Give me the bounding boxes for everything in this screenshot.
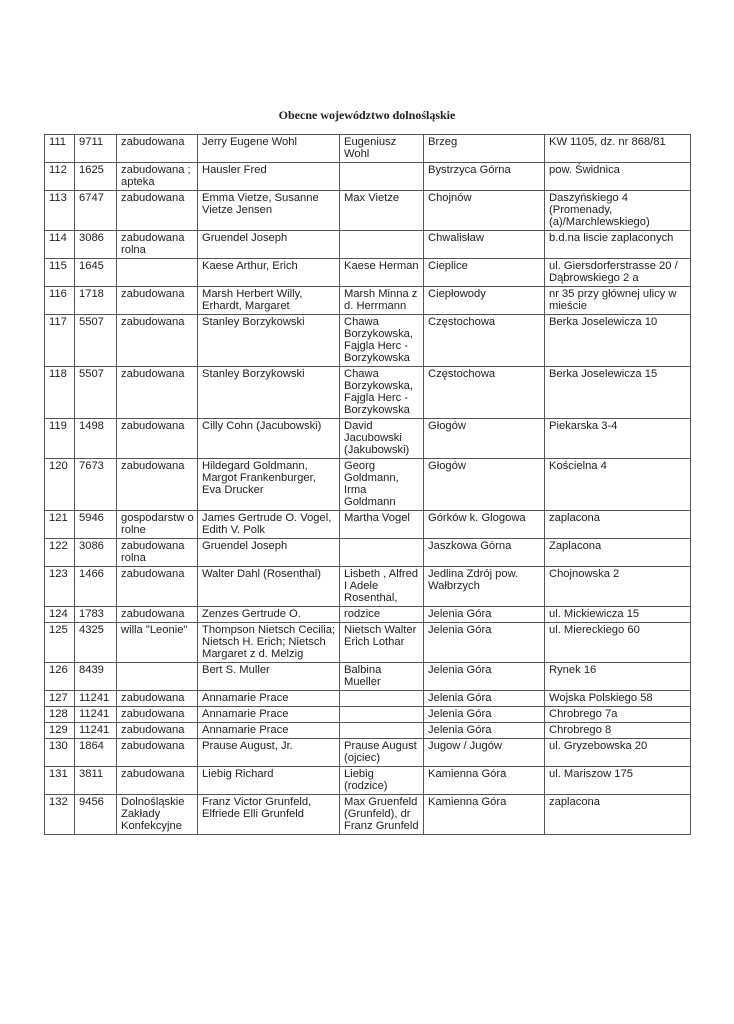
table-row [45, 539, 691, 567]
land-register-number-cell: 1466 [75, 567, 117, 607]
locality-cell: Chwalisław [424, 231, 545, 259]
property-type-cell [117, 663, 198, 691]
row-number-cell: 122 [45, 539, 75, 567]
table-row [45, 191, 691, 231]
owner-names-cell: Thompson Nietsch Cecilia; Nietsch H. Erich; Nietsch Margaret z d. Melzig [198, 623, 340, 663]
table-row [45, 723, 691, 739]
locality-cell: Ciepłowody [424, 287, 545, 315]
owner-names-cell: Franz Victor Grunfeld, Elfriede Elli Grunfeld [198, 795, 340, 835]
land-register-number-cell: 11241 [75, 707, 117, 723]
table-row [45, 607, 691, 623]
table-row [45, 259, 691, 287]
row-number-cell: 126 [45, 663, 75, 691]
table-row [45, 163, 691, 191]
land-register-number-cell: 1783 [75, 607, 117, 623]
property-type-cell: zabudowana [117, 723, 198, 739]
property-type-cell: willa "Leonie" [117, 623, 198, 663]
property-type-cell: zabudowana [117, 607, 198, 623]
land-register-number-cell: 5946 [75, 511, 117, 539]
property-type-cell: zabudowana [117, 191, 198, 231]
locality-cell: Chojnów [424, 191, 545, 231]
heirs-names-cell [340, 231, 424, 259]
address-cell: zaplacona [545, 795, 691, 835]
row-number-cell: 130 [45, 739, 75, 767]
heirs-names-cell: Chawa Borzykowska, Fajgla Herc - Borzykowska [340, 315, 424, 367]
locality-cell: Górków k. Glogowa [424, 511, 545, 539]
land-register-number-cell: 11241 [75, 723, 117, 739]
heirs-names-cell: Marsh Minna z d. Herrmann [340, 287, 424, 315]
land-register-number-cell: 8439 [75, 663, 117, 691]
owner-names-cell: Jerry Eugene Wohl [198, 135, 340, 163]
owner-names-cell: Kaese Arthur, Erich [198, 259, 340, 287]
table-row [45, 419, 691, 459]
table-row [45, 663, 691, 691]
row-number-cell: 123 [45, 567, 75, 607]
table-row [45, 511, 691, 539]
address-cell: zaplacona [545, 511, 691, 539]
heirs-names-cell: Chawa Borzykowska, Fajgla Herc - Borzykowska [340, 367, 424, 419]
property-type-cell [117, 259, 198, 287]
table-row [45, 231, 691, 259]
property-type-cell: zabudowana rolna [117, 539, 198, 567]
owner-names-cell: James Gertrude O. Vogel, Edith V. Polk [198, 511, 340, 539]
property-type-cell: zabudowana [117, 367, 198, 419]
heirs-names-cell: Kaese Herman [340, 259, 424, 287]
address-cell: Chrobrego 7a [545, 707, 691, 723]
land-register-number-cell: 3811 [75, 767, 117, 795]
owner-names-cell: Annamarie Prace [198, 691, 340, 707]
address-cell: ul. Giersdorferstrasse 20 / Dąbrowskiego 2 a [545, 259, 691, 287]
owner-names-cell: Cilly Cohn (Jacubowski) [198, 419, 340, 459]
address-cell: pow. Świdnica [545, 163, 691, 191]
owner-names-cell: Gruendel Joseph [198, 539, 340, 567]
land-register-number-cell: 1864 [75, 739, 117, 767]
locality-cell: Głogów [424, 419, 545, 459]
row-number-cell: 129 [45, 723, 75, 739]
table-row [45, 287, 691, 315]
land-register-number-cell: 9711 [75, 135, 117, 163]
row-number-cell: 113 [45, 191, 75, 231]
locality-cell: Brzeg [424, 135, 545, 163]
property-type-cell: zabudowana [117, 707, 198, 723]
owner-names-cell: Annamarie Prace [198, 707, 340, 723]
row-number-cell: 119 [45, 419, 75, 459]
address-cell: Wojska Polskiego 58 [545, 691, 691, 707]
address-cell: ul. Mickiewicza 15 [545, 607, 691, 623]
locality-cell: Częstochowa [424, 315, 545, 367]
owner-names-cell: Annamarie Prace [198, 723, 340, 739]
land-register-number-cell: 11241 [75, 691, 117, 707]
row-number-cell: 127 [45, 691, 75, 707]
owner-names-cell: Stanley Borzykowski [198, 367, 340, 419]
owner-names-cell: Prause August, Jr. [198, 739, 340, 767]
property-type-cell: Dolnośląskie Zakłady Konfekcyjne [117, 795, 198, 835]
property-type-cell: zabudowana [117, 567, 198, 607]
address-cell: ul. Miereckiego 60 [545, 623, 691, 663]
row-number-cell: 128 [45, 707, 75, 723]
heirs-names-cell [340, 691, 424, 707]
heirs-names-cell [340, 163, 424, 191]
row-number-cell: 115 [45, 259, 75, 287]
locality-cell: Częstochowa [424, 367, 545, 419]
land-register-number-cell: 1645 [75, 259, 117, 287]
heirs-names-cell: Balbina Mueller [340, 663, 424, 691]
address-cell: Daszyńskiego 4 (Promenady, (a)/Marchlewskiego) [545, 191, 691, 231]
locality-cell: Jugow / Jugów [424, 739, 545, 767]
heirs-names-cell: Max Gruenfeld (Grunfeld), dr Franz Grunfeld [340, 795, 424, 835]
owner-names-cell: Hildegard Goldmann, Margot Frankenburger, Eva Drucker [198, 459, 340, 511]
property-type-cell: zabudowana [117, 739, 198, 767]
table-row [45, 623, 691, 663]
table-row [45, 795, 691, 835]
land-register-number-cell: 3086 [75, 231, 117, 259]
property-type-cell: zabudowana [117, 459, 198, 511]
row-number-cell: 118 [45, 367, 75, 419]
locality-cell: Jelenia Góra [424, 723, 545, 739]
land-register-number-cell: 5507 [75, 367, 117, 419]
heirs-names-cell [340, 707, 424, 723]
locality-cell: Bystrzyca Górna [424, 163, 545, 191]
heirs-names-cell: Georg Goldmann, Irma Goldmann [340, 459, 424, 511]
owner-names-cell: Gruendel Joseph [198, 231, 340, 259]
table-row [45, 691, 691, 707]
owner-names-cell: Walter Dahl (Rosenthal) [198, 567, 340, 607]
table-row [45, 135, 691, 163]
locality-cell: Jelenia Góra [424, 663, 545, 691]
row-number-cell: 112 [45, 163, 75, 191]
address-cell: KW 1105, dz. nr 868/81 [545, 135, 691, 163]
table-row [45, 367, 691, 419]
land-register-number-cell: 5507 [75, 315, 117, 367]
heirs-names-cell: Prause August (ojciec) [340, 739, 424, 767]
row-number-cell: 117 [45, 315, 75, 367]
row-number-cell: 131 [45, 767, 75, 795]
locality-cell: Jelenia Góra [424, 607, 545, 623]
land-register-number-cell: 1718 [75, 287, 117, 315]
address-cell: Kościelna 4 [545, 459, 691, 511]
owner-names-cell: Bert S. Muller [198, 663, 340, 691]
property-type-cell: zabudowana [117, 691, 198, 707]
heirs-names-cell: Nietsch Walter Erich Lothar [340, 623, 424, 663]
row-number-cell: 111 [45, 135, 75, 163]
property-type-cell: zabudowana [117, 287, 198, 315]
owner-names-cell: Zenzes Gertrude O. [198, 607, 340, 623]
land-register-number-cell: 7673 [75, 459, 117, 511]
owner-names-cell: Emma Vietze, Susanne Vietze Jensen [198, 191, 340, 231]
heirs-names-cell: Liebig (rodzice) [340, 767, 424, 795]
land-register-number-cell: 3086 [75, 539, 117, 567]
owner-names-cell: Liebig Richard [198, 767, 340, 795]
property-table [44, 134, 691, 835]
address-cell: b.d.na liscie zaplaconych [545, 231, 691, 259]
table-row [45, 767, 691, 795]
owner-names-cell: Marsh Herbert Willy, Erhardt, Margaret [198, 287, 340, 315]
locality-cell: Kamienna Góra [424, 795, 545, 835]
land-register-number-cell: 4325 [75, 623, 117, 663]
table-row [45, 459, 691, 511]
heirs-names-cell: Lisbeth , Alfred I Adele Rosenthal, [340, 567, 424, 607]
row-number-cell: 124 [45, 607, 75, 623]
land-register-number-cell: 1498 [75, 419, 117, 459]
row-number-cell: 132 [45, 795, 75, 835]
heirs-names-cell [340, 539, 424, 567]
address-cell: Chojnowska 2 [545, 567, 691, 607]
row-number-cell: 120 [45, 459, 75, 511]
address-cell: Piekarska 3-4 [545, 419, 691, 459]
property-type-cell: zabudowana [117, 767, 198, 795]
heirs-names-cell: Eugeniusz Wohl [340, 135, 424, 163]
property-type-cell: zabudowana [117, 135, 198, 163]
heirs-names-cell [340, 723, 424, 739]
property-type-cell: gospodarstw o rolne [117, 511, 198, 539]
locality-cell: Cieplice [424, 259, 545, 287]
heirs-names-cell: Martha Vogel [340, 511, 424, 539]
heirs-names-cell: Max Vietze [340, 191, 424, 231]
property-type-cell: zabudowana ; apteka [117, 163, 198, 191]
address-cell: Berka Joselewicza 15 [545, 367, 691, 419]
land-register-number-cell: 9456 [75, 795, 117, 835]
property-type-cell: zabudowana [117, 315, 198, 367]
table-row [45, 739, 691, 767]
address-cell: nr 35 przy głównej ulicy w mieście [545, 287, 691, 315]
locality-cell: Głogów [424, 459, 545, 511]
row-number-cell: 125 [45, 623, 75, 663]
address-cell: Zaplacona [545, 539, 691, 567]
address-cell: ul. Mariszow 175 [545, 767, 691, 795]
locality-cell: Jedlina Zdrój pow. Wałbrzych [424, 567, 545, 607]
locality-cell: Jaszkowa Górna [424, 539, 545, 567]
heirs-names-cell: David Jacubowski (Jakubowski) [340, 419, 424, 459]
owner-names-cell: Stanley Borzykowski [198, 315, 340, 367]
owner-names-cell: Hausler Fred [198, 163, 340, 191]
row-number-cell: 121 [45, 511, 75, 539]
heirs-names-cell: rodzice [340, 607, 424, 623]
address-cell: Berka Joselewicza 10 [545, 315, 691, 367]
property-type-cell: zabudowana [117, 419, 198, 459]
address-cell: Chrobrego 8 [545, 723, 691, 739]
address-cell: Rynek 16 [545, 663, 691, 691]
locality-cell: Jelenia Góra [424, 691, 545, 707]
row-number-cell: 116 [45, 287, 75, 315]
property-type-cell: zabudowana rolna [117, 231, 198, 259]
address-cell: ul. Gryzebowska 20 [545, 739, 691, 767]
table-row [45, 567, 691, 607]
table-row [45, 707, 691, 723]
page-title: Obecne województwo dolnośląskie [278, 108, 456, 122]
row-number-cell: 114 [45, 231, 75, 259]
locality-cell: Jelenia Góra [424, 707, 545, 723]
locality-cell: Kamienna Góra [424, 767, 545, 795]
land-register-number-cell: 1625 [75, 163, 117, 191]
land-register-number-cell: 6747 [75, 191, 117, 231]
locality-cell: Jelenia Góra [424, 623, 545, 663]
table-row [45, 315, 691, 367]
